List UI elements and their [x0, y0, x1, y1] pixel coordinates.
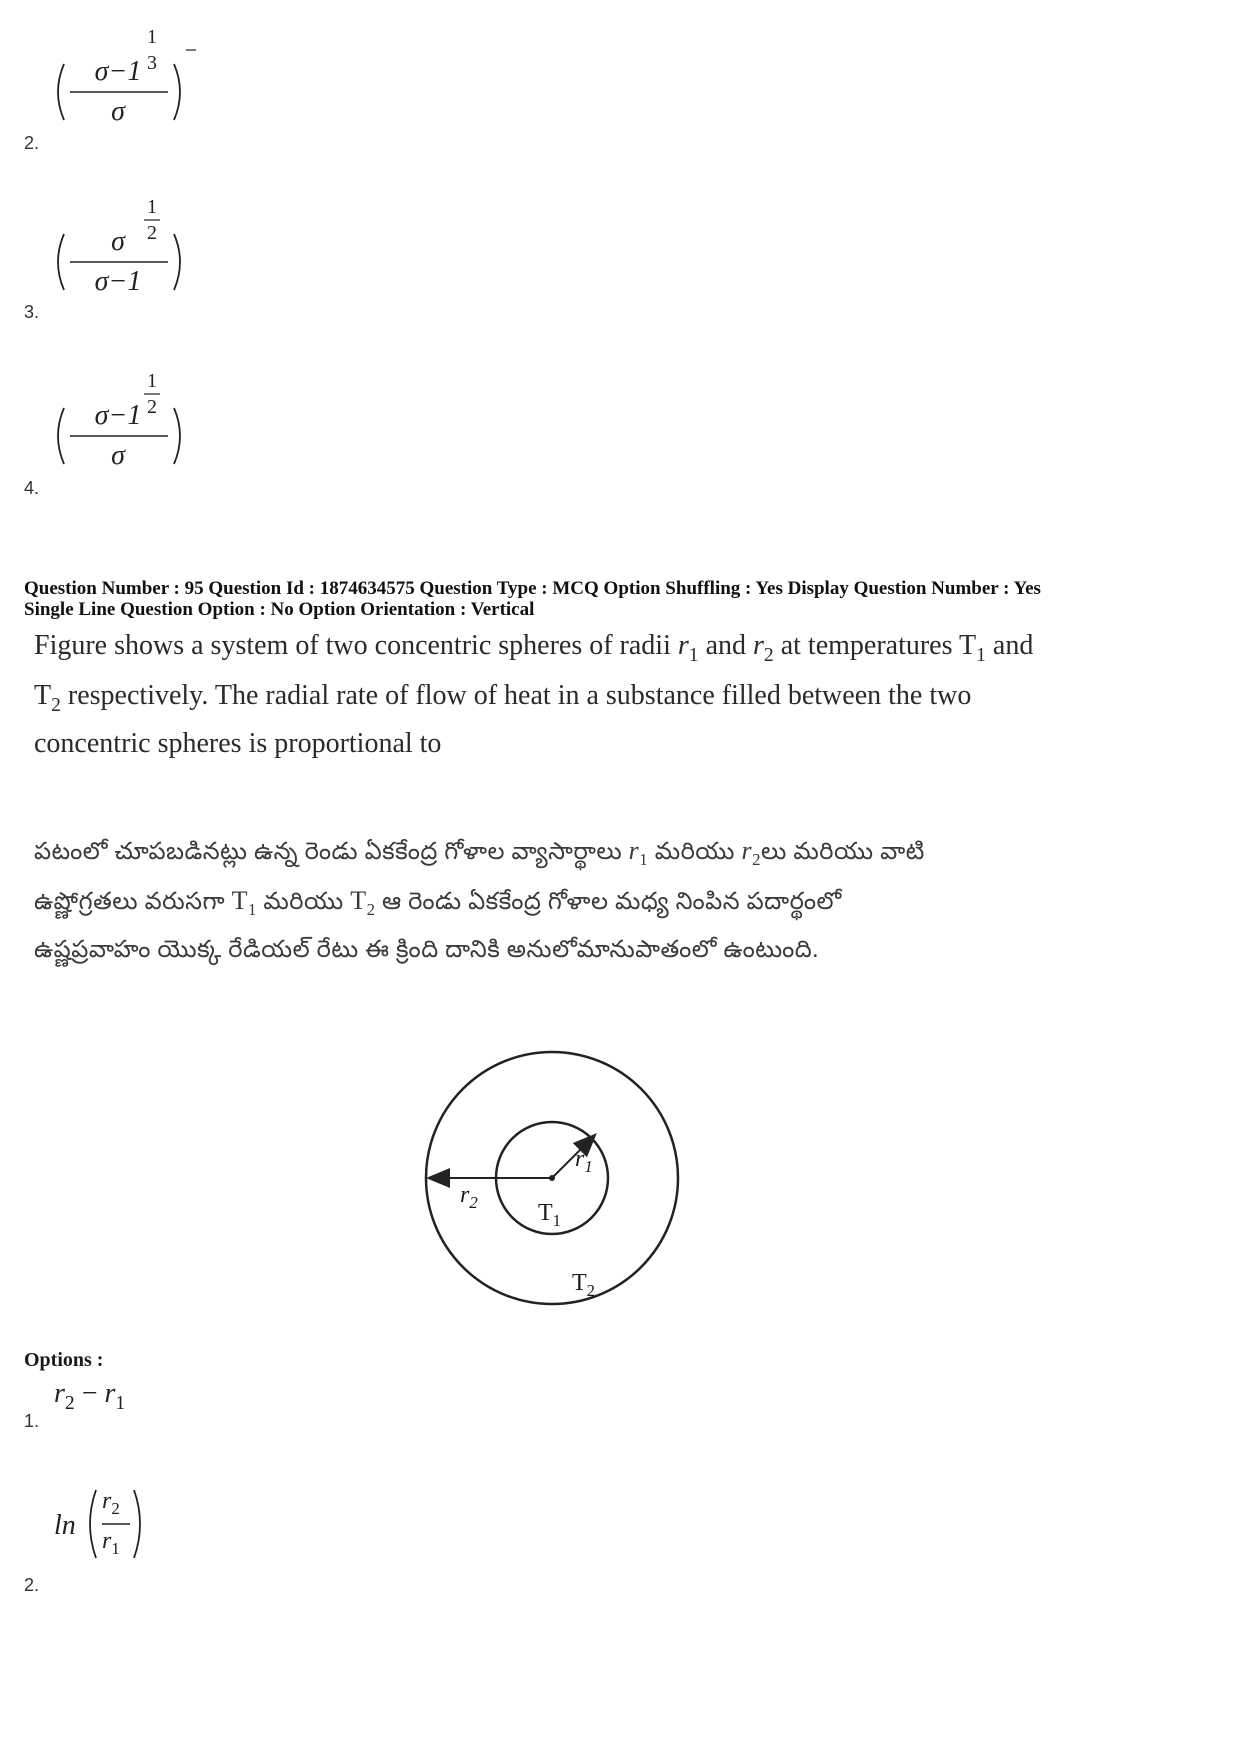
prev-option-4-exp-den: 2 — [147, 396, 157, 418]
option-2-fn: ln — [54, 1510, 76, 1541]
question-text-telugu-line-1 — [34, 836, 1144, 871]
prev-option-2-exp-den: 3 — [147, 52, 157, 74]
q-en-l1c: and — [992, 630, 1034, 661]
q-te-l1a: పటంలో చూపబడినట్లు ఉన్న రెండు ఏకకేంద్ర గోళాల వ్యాసార్థాలు — [34, 839, 623, 865]
prev-option-3-exp-num: 1 — [147, 196, 157, 218]
outer-radius-label: $r_2$ — [460, 1182, 478, 1212]
option-1-b: r — [104, 1378, 116, 1409]
inner-temp-label: $T_1$ — [538, 1200, 562, 1230]
spheres-diagram — [400, 1040, 700, 1330]
prev-option-4-numerator: σ−1 — [94, 400, 142, 431]
q-en-t2: T — [34, 680, 52, 711]
options-heading: Options : — [24, 1349, 104, 1371]
q-te-l2c: ఆ రెండు ఏకకేంద్ర గోళాల మధ్య నింపిన పదార్థంలో — [381, 889, 842, 915]
q-te-l1c: లు మరియు వాటి — [761, 839, 925, 865]
q-te-t2: T — [350, 886, 367, 915]
q-te-l1b: మరియు — [654, 839, 735, 865]
q-te-t1: T — [231, 886, 249, 915]
question-meta-line-2: Single Line Question Option : No Option Orientation : Vertical — [24, 599, 535, 620]
question-text-telugu-line-2 — [34, 886, 1144, 921]
q-en-r2-sub: 2 — [763, 644, 774, 666]
prev-option-2-exp-num: 1 — [147, 26, 157, 48]
prev-option-2-denominator: σ — [111, 96, 125, 127]
prev-option-3-exp-den: 2 — [147, 222, 157, 244]
option-2-num: $r_2$ — [102, 1488, 120, 1518]
question-text-english-line-3: concentric spheres is proportional to — [34, 728, 442, 759]
option-2-number: 2. — [24, 1575, 40, 1595]
q-te-t1-sub: 1 — [248, 899, 257, 919]
question-meta-line-1: Question Number : 95 Question Id : 1874634575 Question Type : MCQ Option Shuffling : Yes Display Question Number : Yes — [24, 578, 1041, 599]
prev-option-4-exp-num: 1 — [147, 370, 157, 392]
option-1-b-sub: 1 — [115, 1392, 126, 1414]
prev-option-4-formula — [46, 370, 206, 480]
prev-option-4-denominator: σ — [111, 440, 125, 471]
prev-option-2-formula — [46, 26, 196, 136]
option-2-formula — [54, 1478, 164, 1578]
q-te-l2b: మరియు — [263, 889, 344, 915]
q-te-r2-sub: 2 — [752, 849, 761, 869]
option-1-a-sub: 2 — [64, 1392, 75, 1414]
prev-option-4-number: 4. — [24, 478, 40, 498]
q-en-l2b: respectively. The radial rate of flow of heat in a substance filled between the two — [67, 680, 972, 711]
q-en-t1-sub: 1 — [976, 644, 986, 666]
question-text-telugu-line-3: ఉష్ణప్రవాహం యొక్క రేడియల్ రేటు ఈ క్రింది దానికి అనులోమానుపాతంలో ఉంటుంది. — [34, 937, 819, 963]
option-1-op: − — [81, 1378, 98, 1409]
q-te-l2a: ఉష్ణోగ్రతలు వరుసగా — [34, 889, 226, 915]
question-text-english-line-2 — [34, 680, 1144, 717]
prev-option-3-formula — [46, 196, 206, 306]
q-te-r1-sub: 1 — [639, 849, 649, 869]
prev-option-3-number: 3. — [24, 302, 40, 322]
option-1-number: 1. — [24, 1411, 40, 1431]
q-en-l1b: at temperatures T — [780, 630, 977, 661]
outer-temp-label: $T_2$ — [572, 1270, 596, 1300]
prev-option-3-denominator: σ−1 — [94, 266, 142, 297]
q-en-and: and — [705, 630, 746, 661]
prev-option-2-numerator: σ−1 — [94, 56, 142, 87]
option-1-a: r — [54, 1378, 65, 1409]
question-text-english-line-1 — [34, 630, 1144, 667]
q-te-r2: r — [741, 836, 753, 865]
concentric-spheres-figure — [400, 1040, 700, 1330]
option-2-den: $r_1$ — [102, 1528, 120, 1558]
q-en-t2-sub: 2 — [51, 694, 61, 716]
q-en-r1: r — [677, 630, 689, 661]
option-1-formula — [54, 1378, 125, 1415]
inner-radius-label: $r_1$ — [575, 1146, 593, 1176]
q-en-r2: r — [753, 630, 764, 661]
prev-option-3-numerator: σ — [111, 226, 125, 257]
q-te-r1: r — [628, 836, 640, 865]
prev-option-2-number: 2. — [24, 133, 40, 153]
q-en-r1-sub: 1 — [688, 644, 699, 666]
q-en-l1a: Figure shows a system of two concentric spheres of radii — [34, 630, 671, 661]
q-te-t2-sub: 2 — [366, 899, 376, 919]
